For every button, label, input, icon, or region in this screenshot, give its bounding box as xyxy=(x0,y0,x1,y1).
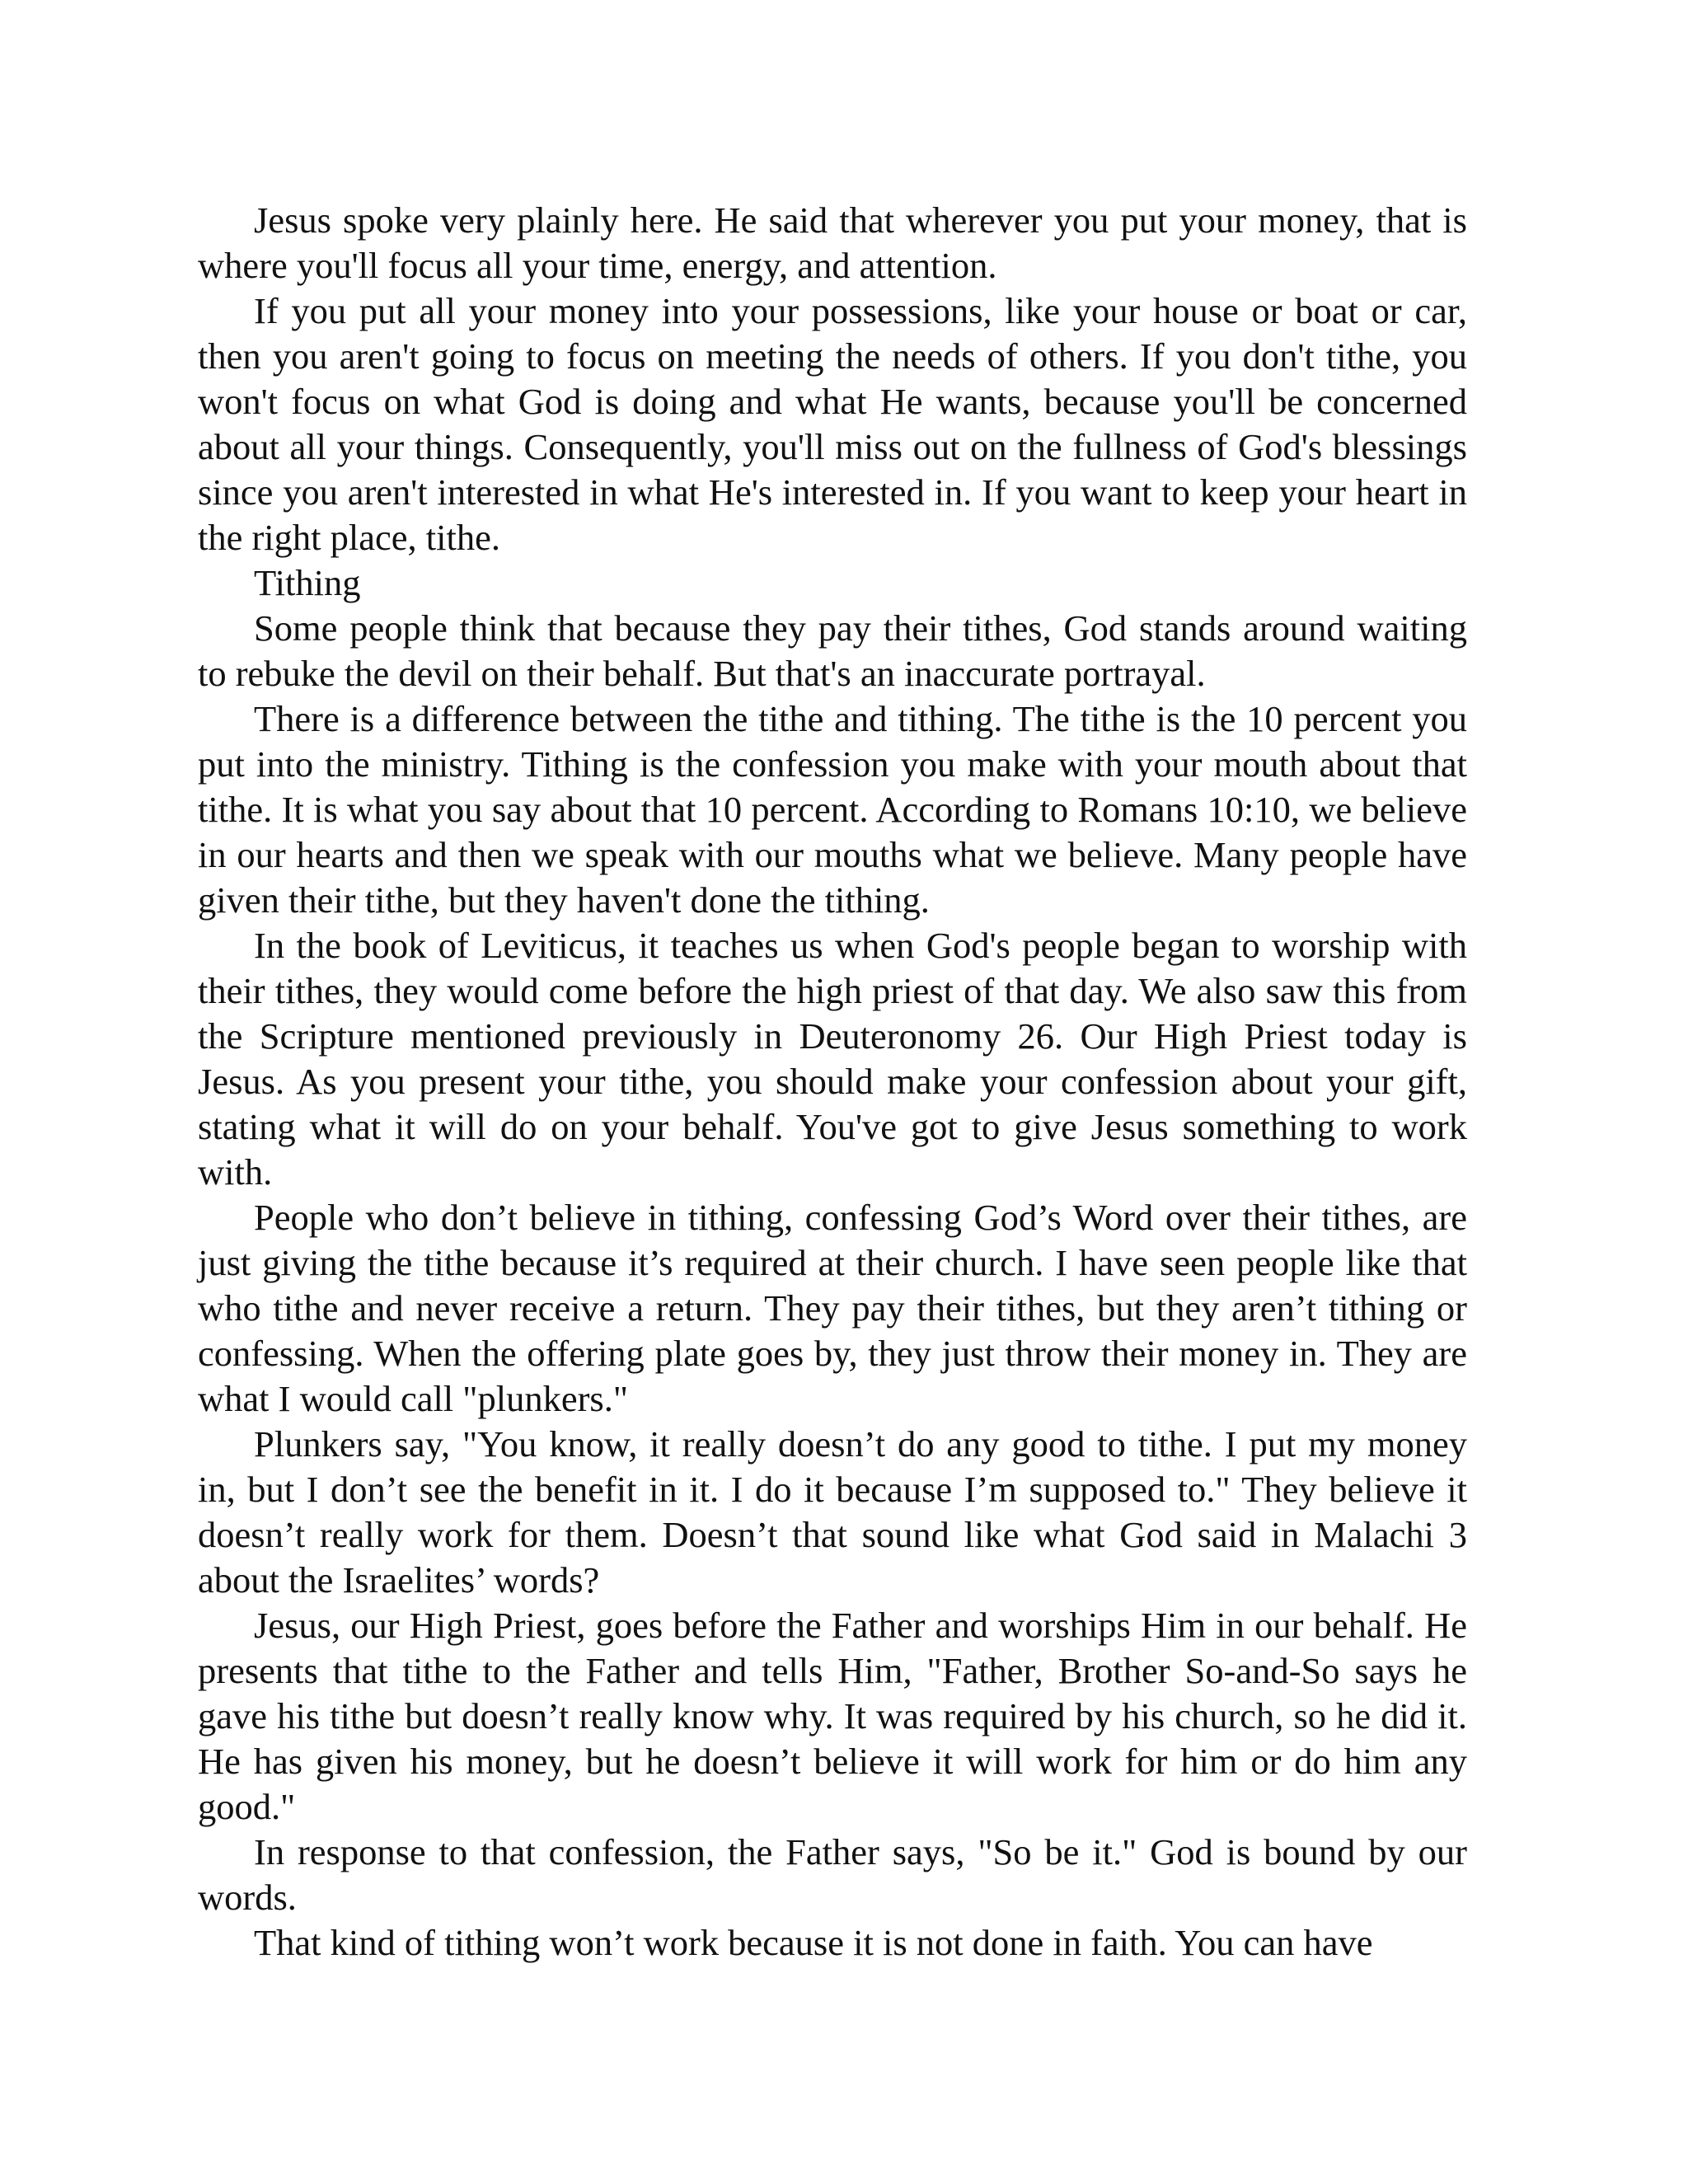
paragraph-rebuke-devil: Some people think that because they pay their tithes, God stands around waiting to rebuke the devil on their behalf. But that's an inaccurate portrayal. xyxy=(198,607,1467,694)
body-text xyxy=(198,198,1467,1966)
paragraph-high-priest: Jesus, our High Priest, goes before the Father and worships Him in our behalf. He presents that tithe to the Father and tells Him, "Father, Brother So-and-So says he gave his tithe but doesn’t really know why. It was required by his church, so he did it. He has given his money, but he doesn’t believe it will work for him or do him any good." xyxy=(198,1605,1467,1827)
section-heading-tithing: Tithing xyxy=(254,562,361,603)
paragraph-money-focus: Jesus spoke very plainly here. He said that wherever you put your money, that is where you'll focus all your time, energy, and attention. xyxy=(198,199,1467,286)
paragraph-plunkers-intro: People who don’t believe in tithing, confessing God’s Word over their tithes, are just giving the tithe because it’s required at their church. I have seen people like that who tithe and never receive a return. They pay their tithes, but they aren’t tithing or confessing. When the offering plate goes by, they just throw their money in. They are what I would call "plunkers." xyxy=(198,1197,1467,1419)
paragraph-possessions: If you put all your money into your possessions, like your house or boat or car, then you aren't going to focus on meeting the needs of others. If you don't tithe, you won't focus on what God is doing and what He wants, because you'll be concerned about all your things. Consequently, you'll miss out on the fullness of God's blessings since you aren't interested in what He's interested in. If you want to keep your heart in the right place, tithe. xyxy=(198,290,1467,558)
paragraph-plunkers-say: Plunkers say, "You know, it really doesn’t do any good to tithe. I put my money in, but I don’t see the benefit in it. I do it because I’m supposed to." They believe it doesn’t really work for them. Doesn’t that sound like what God said in Malachi 3 about the Israelites’ words? xyxy=(198,1423,1467,1601)
paragraph-so-be-it: In response to that confession, the Father says, "So be it." God is bound by our words. xyxy=(198,1831,1467,1918)
paragraph-leviticus: In the book of Leviticus, it teaches us when God's people began to worship with their tithes, they would come before the high priest of that day. We also saw this from the Scripture mentioned previously in Deuteronomy 26. Our High Priest today is Jesus. As you present your tithe, you should make your confession about your gift, stating what it will do on your behalf. You've got to give Jesus something to work with. xyxy=(198,925,1467,1193)
paragraph-not-in-faith: That kind of tithing won’t work because it is not done in faith. You can have xyxy=(254,1922,1373,1963)
paragraph-tithe-vs-tithing: There is a difference between the tithe and tithing. The tithe is the 10 percent you put into the ministry. Tithing is the confession you make with your mouth about that tithe. It is what you say about that 10 percent. According to Romans 10:10, we believe in our hearts and then we speak with our mouths what we believe. Many people have given their tithe, but they haven't done the tithing. xyxy=(198,698,1467,921)
